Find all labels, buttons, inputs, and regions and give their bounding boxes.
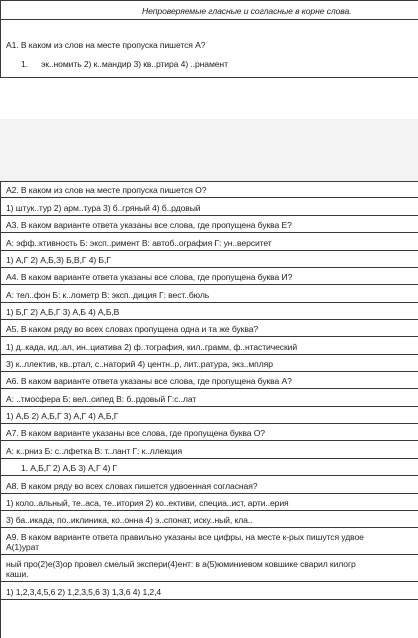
question-a6: А6. В каком варианте ответа указаны все слова, где пропущена буква А?: [6, 376, 292, 386]
title-divider: [0, 19, 418, 20]
a8-options-1: 1) коло..альный, те..аса, те..итория 2) ко..ективи, специа..ист, арти..ерия: [6, 498, 289, 508]
row-rule: [0, 475, 418, 476]
a7-options: 1. А,Б,Г 2) А,Б 3) А,Г 4) Г: [21, 463, 118, 473]
row-rule: [0, 581, 418, 582]
question-a4: А4. В каком варианте ответа указаны все слова, где пропущена буква И?: [6, 272, 293, 282]
a9-options: 1) 1,2,3,4,5,6 2) 1,2,3,5,6 3) 1,3,6 4) 1,2,4: [6, 587, 162, 597]
question-a1: А1. В каком из слов на месте пропуска пишется А?: [6, 40, 206, 50]
a2-options: 1) штук..тур 2) арм..тура 3) б..гряный 4) б..рдовый: [6, 203, 201, 213]
page-gap: [0, 119, 418, 181]
a1-options: эк..номить 2) к..мандир 3) кв..ртира 4) ..рнамент: [41, 59, 228, 69]
row-rule: [0, 527, 418, 528]
row-rule: [0, 354, 418, 355]
row-rule: [0, 388, 418, 389]
row-rule: [0, 319, 418, 320]
row-rule: [0, 284, 418, 285]
question-a8: А8. В каком ряду во всех словах пишется удвоенная согласная?: [6, 481, 258, 491]
a6-words: А: ..тмосфера Б: вел..сипед В: б..рдовый Г:с..лат: [6, 394, 197, 404]
row-rule: [0, 599, 418, 600]
question-a9: А9. В каком варианте ответа правильно указаны все цифры, на месте к-рых пишутся удвое: [6, 532, 364, 542]
a9-text-3: каши.: [6, 569, 29, 579]
a4-options: 1) Б,Г 2) А,Б,Г 3) А,Б 4) А,Б,В: [6, 307, 120, 317]
row-rule: [0, 493, 418, 494]
a5-options-2: 3) к..ллектив, кв..ртал, с..наторий 4) центн..р, лит..ратура, экз..мпляр: [6, 359, 273, 369]
section-divider: [0, 77, 418, 78]
a9-text-2: ный про(2)е(3)ор провел смелый экспери(4)ент: в а(5)юминиевом ковшике сварил килогр: [6, 559, 356, 569]
a3-options: 1) А,Г 2) А,Б,З) Б,В,Г 4) Б,Г: [6, 255, 111, 265]
row-rule: [0, 250, 418, 251]
a5-options-1: 1) д..када, ид..ал, ин..циатива 2) ф..тография, кил..грамм, ф..нтастический: [6, 342, 298, 352]
row-rule: [0, 406, 418, 407]
row-rule: [0, 197, 418, 198]
a1-number: 1.: [21, 59, 28, 69]
row-rule: [0, 458, 418, 459]
top-rule: [0, 0, 418, 1]
question-a3: А3. В каком варианте ответа указаны все слова, где пропущена буква Е?: [6, 220, 292, 230]
row-rule: [0, 232, 418, 233]
row-rule: [0, 302, 418, 303]
top-left-border: [0, 0, 1, 78]
a8-options-2: 3) ба..икада, по..иклиника, ко..онна 4) э..спонат, иску..ный, кла..: [6, 515, 253, 525]
question-a5: А5. В каком ряду во всех словах пропущена одна и та же буква?: [6, 324, 259, 334]
row-rule: [0, 267, 418, 268]
row-rule: [0, 215, 418, 216]
lower-top-rule: [0, 181, 418, 182]
row-rule: [0, 510, 418, 511]
a7-words: А: к..рниз Б: с..лфетка В: т..лант Г: к..ллекция: [6, 446, 183, 456]
page-title: Непроверяемые гласные и согласные в корне слова.: [142, 6, 352, 16]
row-rule: [0, 554, 418, 555]
question-a2: А2. В каком из слов на месте пропуска пишется О?: [6, 185, 207, 195]
row-rule: [0, 440, 418, 441]
row-rule: [0, 336, 418, 337]
question-a7: А7. В каком варианте указаны все слова, где пропущена буква О?: [6, 428, 265, 438]
row-rule: [0, 371, 418, 372]
row-rule: [0, 423, 418, 424]
a3-words: А: эфф..ктивность Б: эксп..римент В: автоб..ография Г: ун..верситет: [6, 238, 272, 248]
a9-text-1: А(1)урат: [6, 542, 39, 552]
a4-words: А: тел..фон Б: к..лометр В: эксп..диция Г: вест..бюль: [6, 290, 210, 300]
a6-options: 1) А,Б 2) А,Б,Г 3) А,Г 4) А,Б,Г: [6, 411, 119, 421]
